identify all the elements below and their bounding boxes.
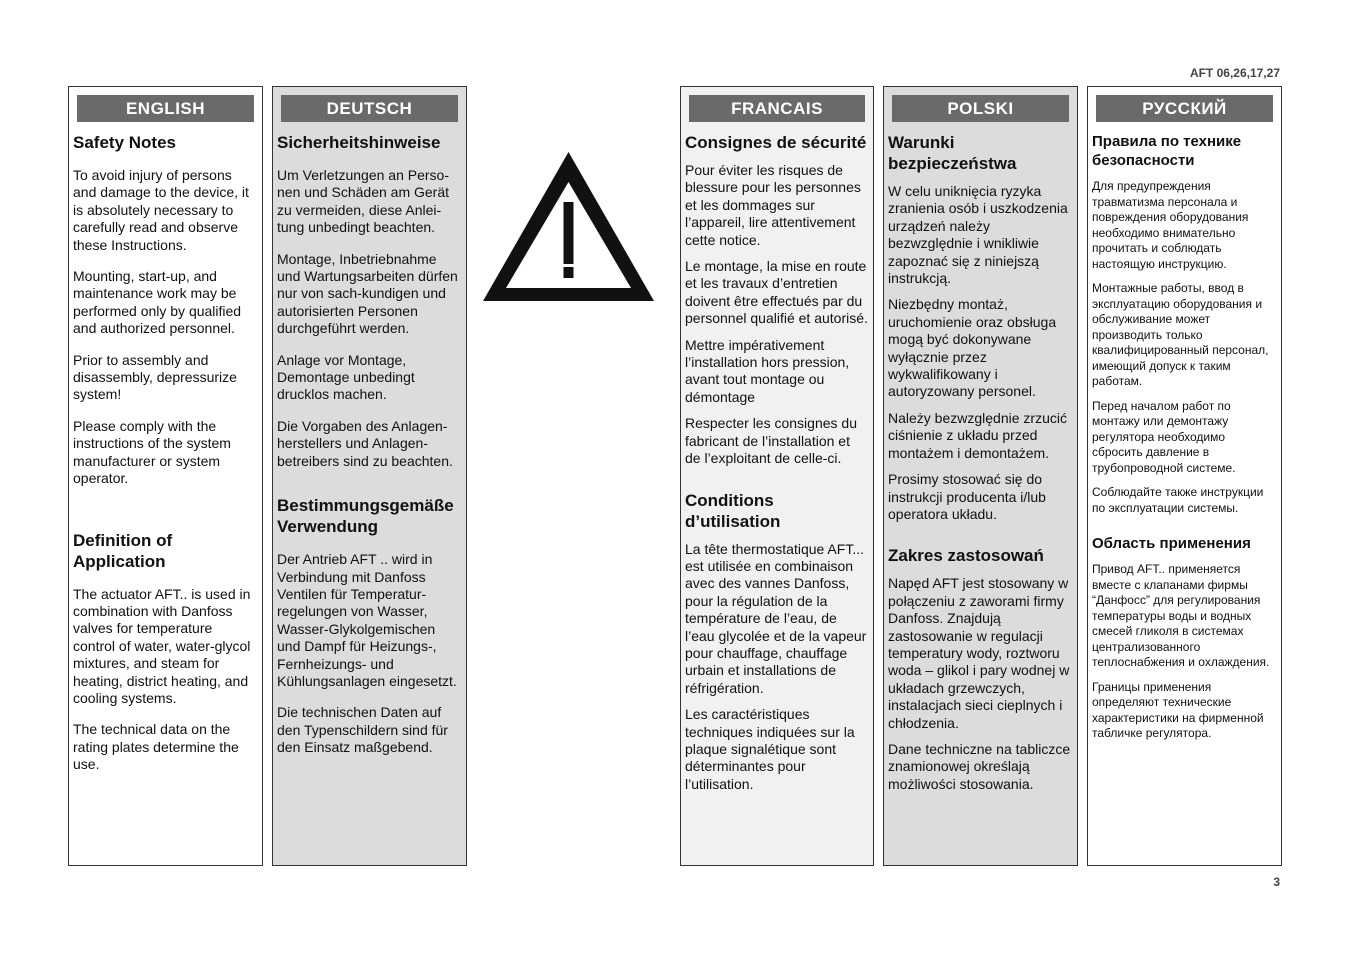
- application-paragraph: Привод AFT.. применяется вместе с клапанами фирмы “Данфосс” для регулирования температуры воды и водных смесей гликоля в системах централизованного теплоснабжения и охлаждения.: [1092, 562, 1270, 669]
- application-title: Область применения: [1092, 535, 1251, 552]
- column-english: [68, 86, 263, 866]
- application-title: Zakres zastosowań: [888, 546, 1044, 566]
- column-francais: [680, 86, 874, 866]
- safety-notes-title: Sicherheitshinweise: [277, 133, 441, 152]
- safety-paragraph: Для предупреждения травматизма персонала и повреждения оборудования необходимо внимательно прочитать и соблюдать настоящую инструкцию.: [1092, 179, 1249, 271]
- safety-paragraph: Anlage vor Montage, Demontage unbedingt drucklos machen.: [277, 351, 415, 403]
- application-title: Definition of Application: [73, 530, 173, 571]
- application-paragraph: Dane techniczne na tabliczce znamionowej określają możliwości stosowania.: [888, 740, 1071, 792]
- safety-paragraph: To avoid injury of persons and damage to the device, it is absolutely necessary to carefully read and observe these Instructions.: [73, 167, 249, 253]
- safety-notes-title: Safety Notes: [73, 133, 176, 152]
- safety-paragraph: Niezbędny montaż, uruchomienie oraz obsługa mogą być dokonywane wyłącznie przez wykwalifikowany i autoryzowany personel.: [888, 296, 1057, 400]
- application-paragraph: Die technischen Daten auf den Typenschildern sind für den Einsatz maßgebend.: [277, 704, 448, 756]
- application-paragraph: Napęd AFT jest stosowany w połączeniu z zaworami firmy Danfoss. Znajdują zastosowanie w regulacji temperatury wody, roztworu woda – glikol i pary wodnej w układach grzewczych, instalacjach sieci cieplnych i chłodzenia.: [888, 575, 1070, 731]
- application-title: Conditions d’utilisation: [685, 490, 781, 531]
- column-deutsch: [272, 86, 467, 866]
- column-russian: [1087, 86, 1282, 866]
- column-polski: [883, 86, 1078, 866]
- safety-paragraph: Please comply with the instructions of the system manufacturer or system operator.: [73, 417, 231, 487]
- safety-paragraph: Le montage, la mise en route et les travaux d’entretien doivent être effectués par du personnel qualifié et autorisé.: [685, 258, 868, 327]
- application-paragraph: La tête thermostatique AFT... est utilisée en combinaison avec des vannes Danfoss, pour la régulation de la température de l’eau, de l’eau glycolée et de la vapeur pour chauffage, chauffage urbain et installations de réfrigération.: [685, 540, 867, 696]
- application-paragraph: The technical data on the rating plates determine the use.: [73, 721, 239, 773]
- safety-paragraph: Prior to assembly and disassembly, depressurize system!: [73, 351, 237, 403]
- safety-paragraph: Należy bezwzględnie zrzucić ciśnienie z układu przed montażem i demontażem.: [888, 409, 1067, 461]
- safety-paragraph: Um Verletzungen an Perso-nen und Schäden am Gerät zu vermeiden, diese Anlei-tung unbedingt beachten.: [277, 167, 450, 236]
- safety-paragraph: Перед началом работ по монтажу или демонтажу регулятора необходимо сбросить давление в трубопроводной системе.: [1092, 398, 1236, 475]
- page-number: 3: [1273, 875, 1280, 889]
- safety-paragraph: Montage, Inbetriebnahme und Wartungsarbeiten dürfen nur von sach-kundigen und autorisierten Personen durchgeführt werden.: [277, 250, 458, 337]
- safety-paragraph: Prosimy stosować się do instrukcji producenta i/lub operatora układu.: [888, 471, 1046, 522]
- safety-paragraph: Die Vorgaben des Anlagen-herstellers und Anlagen-betreibers sind zu beachten.: [277, 417, 453, 469]
- document-code: AFT 06,26,17,27: [1189, 66, 1280, 80]
- language-header-polski: POLSKI: [892, 95, 1069, 122]
- safety-paragraph: Соблюдайте также инструкции по эксплуатации системы.: [1092, 485, 1264, 515]
- warning-triangle-icon: [483, 152, 654, 302]
- application-title: Bestimmungsgemäße Verwendung: [277, 496, 454, 537]
- application-paragraph: Les caractéristiques techniques indiquées sur la plaque signalétique sont déterminantes pour l’utilisation.: [685, 706, 855, 792]
- language-header-english: ENGLISH: [77, 95, 254, 122]
- safety-paragraph: Mettre impérativement l’installation hors pression, avant tout montage ou démontage: [685, 336, 850, 405]
- language-header-deutsch: DEUTSCH: [281, 95, 458, 122]
- safety-paragraph: Mounting, start-up, and maintenance work may be performed only by qualified and authorized personnel.: [73, 268, 242, 337]
- safety-notes-title: Warunki bezpieczeństwa: [888, 133, 1017, 173]
- application-paragraph: Der Antrieb AFT .. wird in Verbindung mit Danfoss Ventilen für Temperatur-regelungen von Wasser, Wasser-Glykolgemischen und Dampf für Heizungs-, Fernheizungs- und Kühlungsanlagen eingesetzt.: [277, 551, 457, 689]
- application-paragraph: The actuator AFT.. is used in combination with Danfoss valves for temperature control of water, water-glycol mixtures, and steam for heating, district heating, and cooling systems.: [73, 585, 251, 706]
- safety-paragraph: Respecter les consignes du fabricant de l’installation et de l’exploitant de celle-ci.: [685, 415, 857, 467]
- application-paragraph: Границы применения определяют технические характеристики на фирменной табличке регулятора.: [1092, 679, 1264, 740]
- safety-notes-title: Consignes de sécurité: [685, 133, 867, 152]
- safety-paragraph: W celu uniknięcia ryzyka zranienia osób i uszkodzenia urządzeń należy bezwzględnie i wnikliwie zapoznać się z niniejszą instrukcją.: [888, 183, 1068, 287]
- safety-notes-title: Правила по технике безопасности: [1092, 133, 1242, 169]
- language-header-francais: FRANCAIS: [689, 95, 865, 122]
- safety-paragraph: Pour éviter les risques de blessure pour les personnes et les dommages sur l’appareil, lire attentivement cette notice.: [685, 162, 861, 248]
- language-header-russian: РУССКИЙ: [1096, 95, 1273, 122]
- safety-paragraph: Монтажные работы, ввод в эксплуатацию оборудования и обслуживание может производить только квалифицированный персонал, имеющий допуск к таким работам.: [1092, 281, 1269, 388]
